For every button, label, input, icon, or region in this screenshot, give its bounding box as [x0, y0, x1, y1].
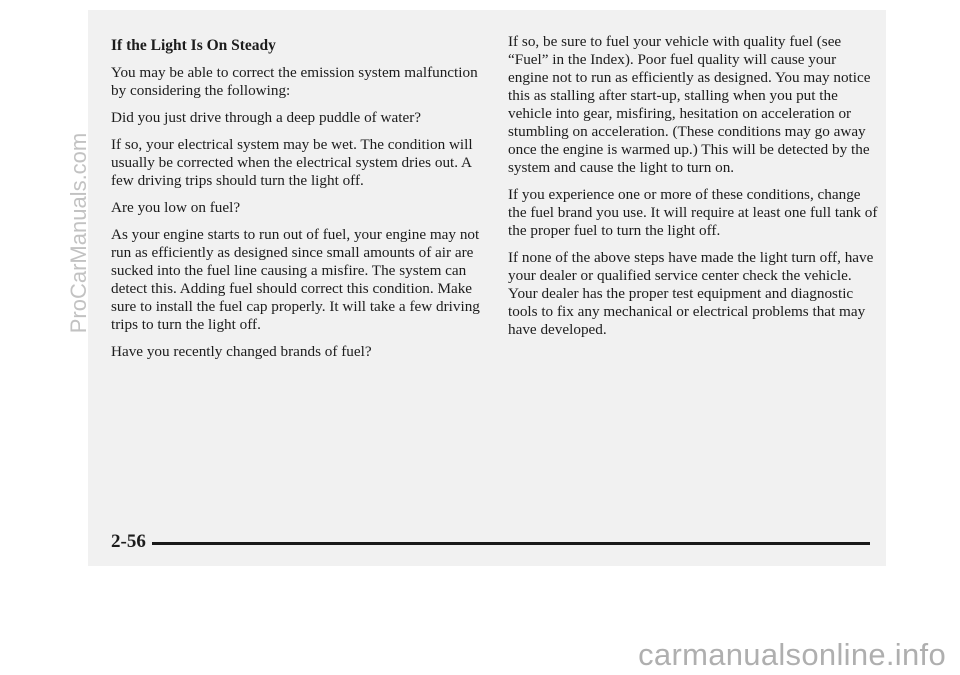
footer-rule — [152, 542, 870, 545]
paragraph: Are you low on fuel? — [111, 199, 241, 216]
paragraph: As your engine starts to run out of fuel, your engine may not run as efficiently as designed since small amounts of air are sucked into the fuel line causing a misfire. The system can detect this. Adding fuel should correct this condition. Make sure to install the fuel cap properly. It will take a few driving trips to turn the light off. — [111, 226, 480, 333]
paragraph: If none of the above steps have made the light turn off, have your dealer or qualified service center check the vehicle. Your dealer has the proper test equipment and diagnostic tools to fix any mechanical or electrical problems that may have developed. — [508, 249, 874, 338]
bottom-watermark: carmanualsonline.info — [638, 637, 946, 672]
section-heading: If the Light Is On Steady — [111, 37, 276, 54]
paragraph: You may be able to correct the emission system malfunction by considering the following: — [111, 64, 478, 99]
page-number: 2-56 — [111, 531, 146, 552]
paragraph: If so, be sure to fuel your vehicle with quality fuel (see “Fuel” in the Index). Poor fuel quality will cause your engine not to run as efficiently as designed. You may notice this as stalling after start-up, stalling when you put the vehicle into gear, misfiring, hesitation on acceleration or stumbling on acceleration. (These conditions may go away once the engine is warmed up.) This will be detected by the system and cause the light to turn on. — [508, 33, 871, 176]
paragraph: If so, your electrical system may be wet. The condition will usually be corrected when the electrical system dries out. A few driving trips should turn the light off. — [111, 136, 473, 189]
side-watermark: ProCarManuals.com — [66, 132, 91, 334]
left-column — [111, 33, 483, 370]
paragraph: If you experience one or more of these conditions, change the fuel brand you use. It will require at least one full tank of the proper fuel to turn the light off. — [508, 186, 878, 239]
paragraph: Did you just drive through a deep puddle of water? — [111, 109, 421, 126]
right-column — [508, 33, 880, 348]
paragraph: Have you recently changed brands of fuel? — [111, 343, 372, 360]
